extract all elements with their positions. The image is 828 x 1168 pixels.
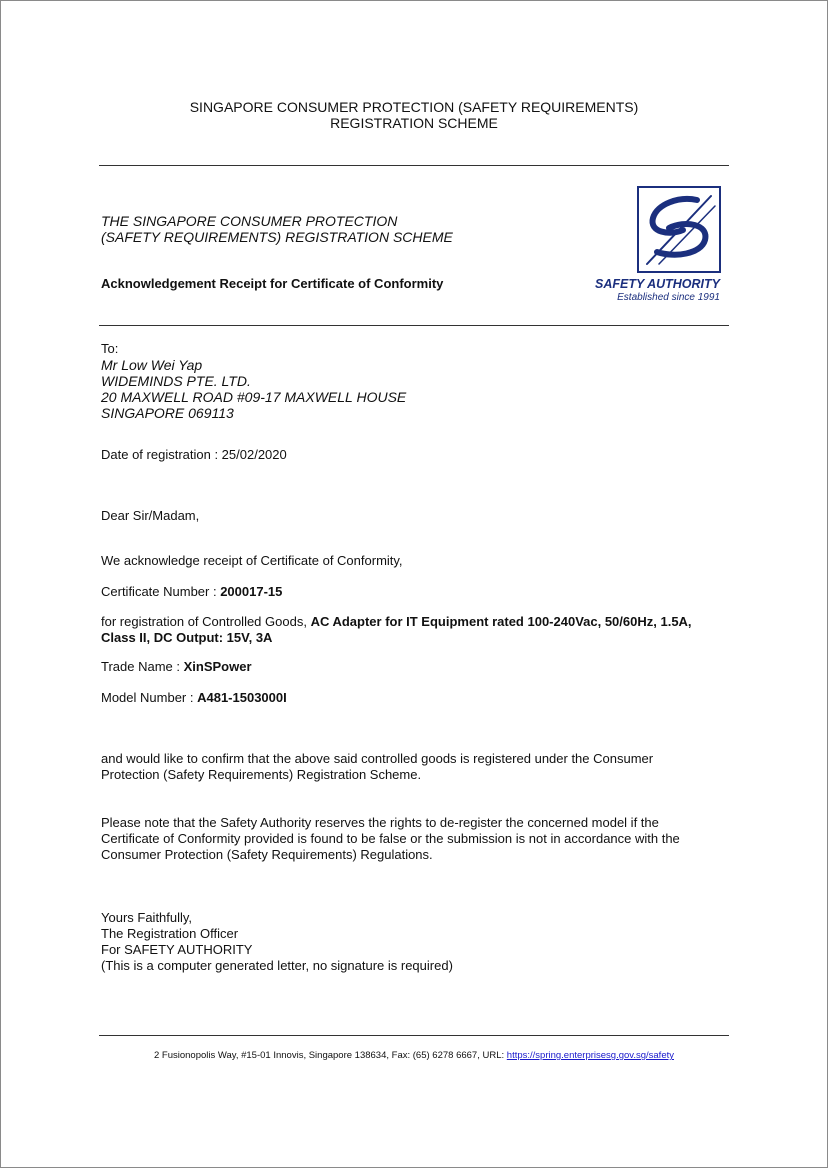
- note-paragraph: [101, 815, 680, 863]
- swirl-logo-icon: [639, 188, 719, 271]
- salutation: Dear Sir/Madam,: [101, 508, 200, 523]
- footer-url-link[interactable]: https://spring.enterprisesg.gov.sg/safety: [506, 1050, 674, 1061]
- recipient-company: WIDEMINDS PTE. LTD.: [101, 373, 251, 389]
- registration-date-label: Date of registration :: [101, 447, 222, 462]
- confirm-line-1: and would like to confirm that the above said controlled goods is registered under the Consumer: [101, 751, 654, 766]
- receipt-title: Acknowledgement Receipt for Certificate of Conformity: [101, 276, 444, 291]
- goods-line-2: Class II, DC Output: 15V, 3A: [101, 630, 273, 645]
- scheme-line-2: (SAFETY REQUIREMENTS) REGISTRATION SCHEME: [101, 229, 453, 245]
- certificate-label: Certificate Number :: [101, 584, 221, 599]
- closing-line-2: The Registration Officer: [101, 926, 239, 941]
- closing-line-4: (This is a computer generated letter, no signature is required): [101, 958, 453, 973]
- ack-text: We acknowledge receipt of Certificate of Conformity,: [101, 553, 403, 568]
- safety-authority-logo: [637, 186, 721, 273]
- goods-label: for registration of Controlled Goods,: [101, 614, 311, 629]
- recipient-name: Mr Low Wei Yap: [101, 357, 203, 373]
- closing-line-1: Yours Faithfully,: [101, 910, 193, 925]
- footer: [99, 1050, 729, 1062]
- confirmation-paragraph: [101, 751, 653, 783]
- closing-line-3: For SAFETY AUTHORITY: [101, 942, 253, 957]
- registration-date-value: 25/02/2020: [221, 447, 287, 462]
- confirm-line-2: Protection (Safety Requirements) Registration Scheme.: [101, 767, 422, 782]
- goods-line-1: AC Adapter for IT Equipment rated 100-240Vac, 50/60Hz, 1.5A,: [310, 614, 692, 629]
- controlled-goods: [101, 614, 692, 646]
- recipient-city: SINGAPORE 069113: [101, 405, 234, 421]
- header-line-2: REGISTRATION SCHEME: [330, 115, 498, 131]
- model-number-value: A481-1503000I: [197, 690, 287, 705]
- note-line-3: Consumer Protection (Safety Requirements) Regulations.: [101, 847, 433, 862]
- divider-top: [99, 165, 729, 166]
- scheme-line-1: THE SINGAPORE CONSUMER PROTECTION: [101, 213, 398, 229]
- logo-tagline: Established since 1991: [617, 292, 720, 303]
- model-number: [101, 690, 287, 706]
- document-header: [99, 99, 729, 131]
- trade-name: [101, 659, 252, 675]
- recipient-block: [101, 341, 406, 421]
- header-line-1: SINGAPORE CONSUMER PROTECTION (SAFETY REQUIREMENTS): [189, 99, 639, 115]
- divider-footer: [99, 1035, 729, 1036]
- scheme-title: [101, 213, 453, 245]
- certificate-value: 200017-15: [220, 584, 283, 599]
- note-line-1: Please note that the Safety Authority reserves the rights to de-register the concerned model if the: [101, 815, 659, 830]
- recipient-address: 20 MAXWELL ROAD #09-17 MAXWELL HOUSE: [101, 389, 407, 405]
- registration-date: [101, 447, 287, 463]
- note-line-2: Certificate of Conformity provided is found to be false or the submission is not in accordance with the: [101, 831, 680, 846]
- trade-name-value: XinSPower: [183, 659, 252, 674]
- certificate-number: [101, 584, 282, 600]
- footer-address: 2 Fusionopolis Way, #15-01 Innovis, Singapore 138634, Fax: (65) 6278 6667, URL:: [154, 1050, 507, 1061]
- divider-middle: [99, 325, 729, 326]
- trade-name-label: Trade Name :: [101, 659, 184, 674]
- to-label: To:: [101, 341, 119, 356]
- logo-name: SAFETY AUTHORITY: [594, 277, 720, 291]
- closing-block: [101, 910, 453, 974]
- model-number-label: Model Number :: [101, 690, 198, 705]
